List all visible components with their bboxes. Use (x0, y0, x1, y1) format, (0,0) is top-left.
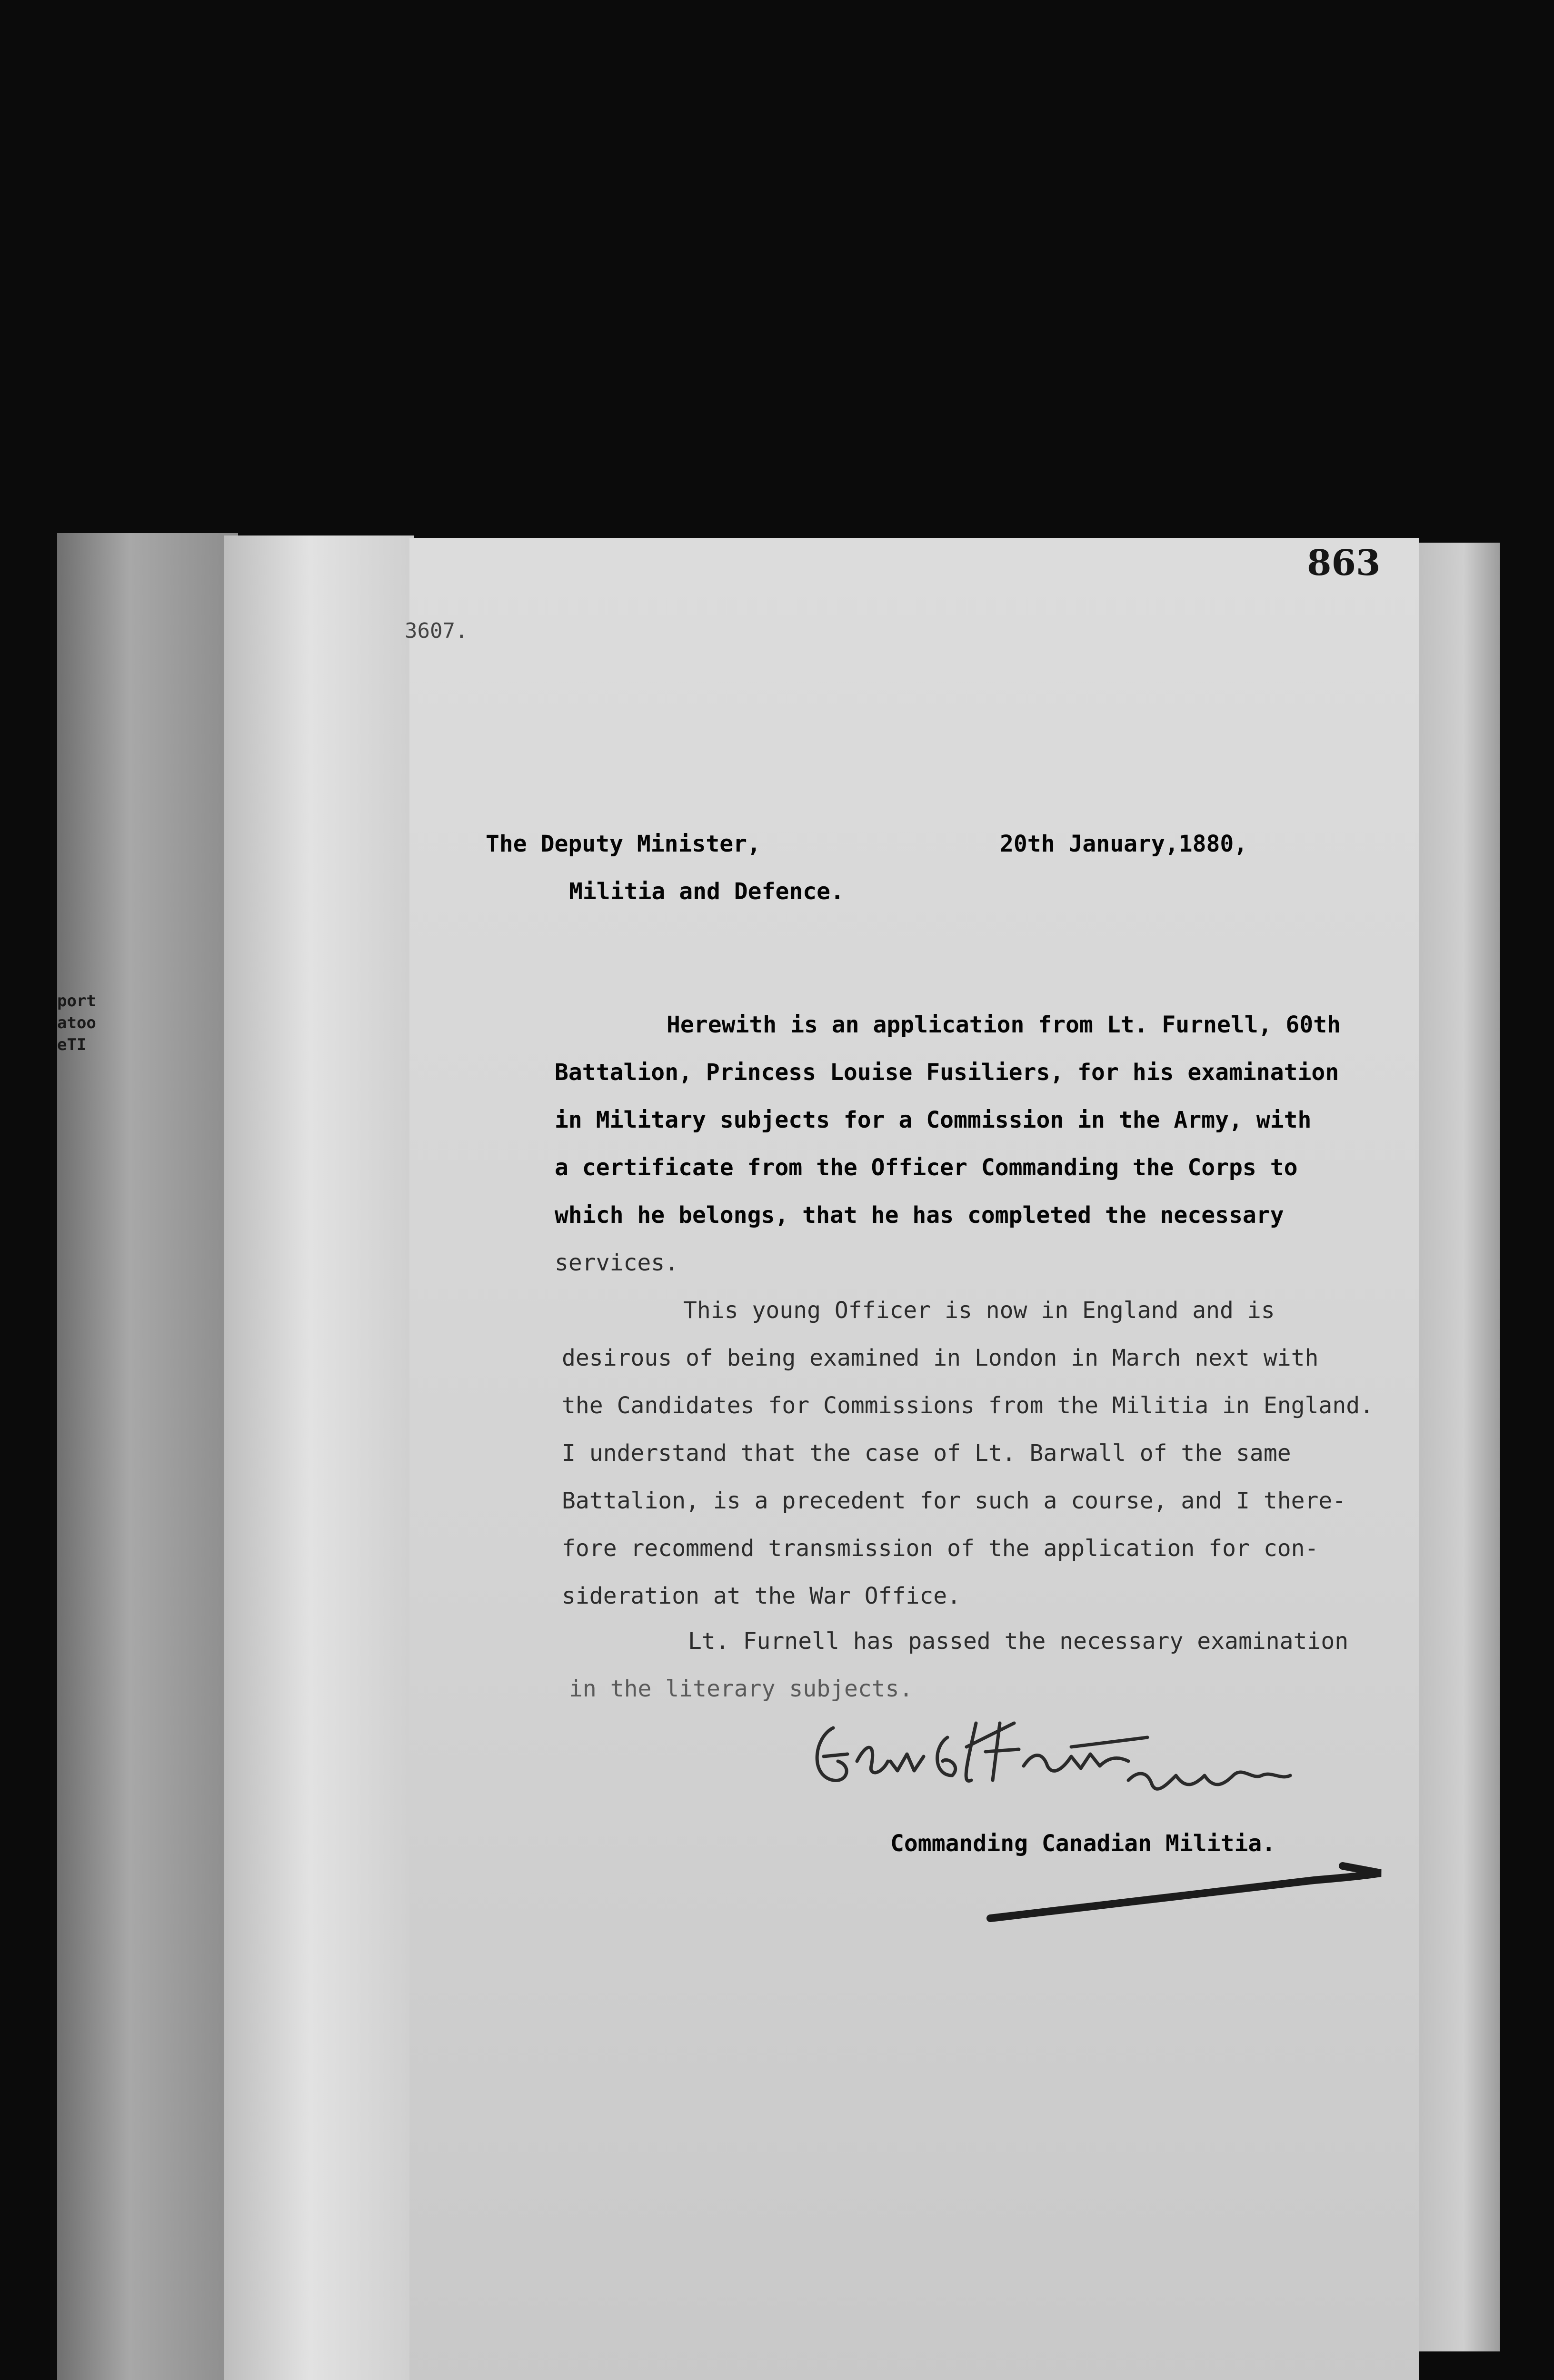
addressee-line-1: The Deputy Minister, (486, 831, 761, 857)
body-line: sideration at the War Office. (562, 1583, 961, 1609)
body-line: a certificate from the Officer Commanding the Corps to (555, 1154, 1298, 1181)
body-line: Battalion, is a precedent for such a course, and I there- (562, 1488, 1346, 1514)
body-line: in Military subjects for a Commission in the Army, with (555, 1107, 1312, 1133)
edge-text-line: port (57, 992, 96, 1011)
closing-line: Commanding Canadian Militia. (890, 1830, 1276, 1857)
edge-text-line: atoo (57, 1013, 96, 1032)
ink-flourish (981, 1856, 1390, 1933)
back-page-right (1409, 543, 1500, 2351)
edge-text-line: eTI (57, 1035, 87, 1054)
letter-date: 20th January,1880, (1000, 831, 1248, 857)
body-line: fore recommend transmission of the application for con- (562, 1535, 1319, 1562)
body-line: in the literary subjects. (569, 1676, 913, 1702)
body-line: I understand that the case of Lt. Barwall of the same (562, 1440, 1291, 1467)
folded-sheet (224, 536, 414, 2380)
back-page-left (57, 533, 238, 2380)
addressee-line-2: Militia and Defence. (569, 878, 844, 905)
body-line: Herewith is an application from Lt. Furnell, 60th (667, 1012, 1341, 1038)
body-line: desirous of being examined in London in March next with (562, 1345, 1319, 1371)
file-number: 3607. (405, 619, 468, 643)
body-line: the Candidates for Commissions from the Militia in England. (562, 1392, 1374, 1419)
edge-text (57, 990, 110, 1056)
body-line: This young Officer is now in England and is (683, 1297, 1275, 1324)
body-line: which he belongs, that he has completed the necessary (555, 1202, 1284, 1229)
body-line: Battalion, Princess Louise Fusiliers, for his examination (555, 1059, 1339, 1086)
page-number: 863 (1307, 543, 1381, 584)
body-line: services. (555, 1250, 679, 1276)
body-line: Lt. Furnell has passed the necessary examination (688, 1628, 1349, 1655)
